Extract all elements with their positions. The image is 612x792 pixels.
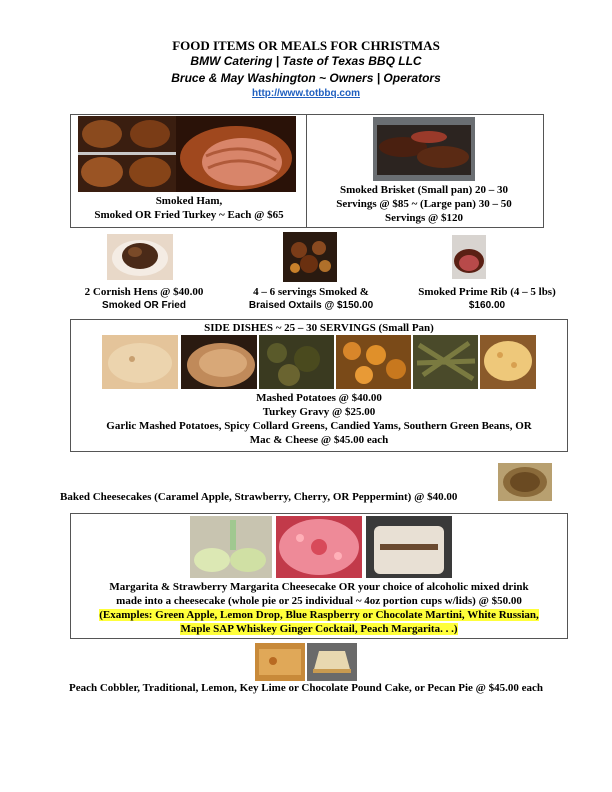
- website-link[interactable]: http://www.totbbq.com: [252, 88, 360, 99]
- turkey-line: Smoked OR Fried Turkey ~ Each @ $65: [94, 209, 284, 221]
- margarita-line-2: made into a cheesecake (whole pie or 25 individual ~ 4oz portion cups w/lids) @ $50.00: [116, 595, 522, 607]
- brisket-text: [306, 183, 542, 225]
- owners-line: Bruce & May Washington ~ Owners | Operators: [171, 71, 441, 85]
- cocktail-cheesecake-photo: [366, 516, 452, 578]
- cornish-hens-text: [66, 285, 222, 313]
- pound-cake-photo: [307, 643, 357, 681]
- brisket-line-3: Servings @ $120: [384, 212, 464, 224]
- oxtails-photo: [283, 232, 337, 282]
- examples-line-1: (Examples: Green Apple, Lemon Drop, Blue Raspberry or Chocolate Martini, White Russian,: [99, 609, 539, 621]
- primerib-line-1: Smoked Prime Rib (4 – 5 lbs): [418, 286, 556, 298]
- peach-cobbler-photo: [255, 643, 305, 681]
- margarita-text: [70, 580, 568, 636]
- brisket-line-2: Servings @ $85 ~ (Large pan) 30 – 50: [336, 198, 512, 210]
- candied-yams-photo: [336, 335, 411, 389]
- turkey-photo: [78, 116, 176, 192]
- ham-line: Smoked Ham,: [155, 195, 223, 207]
- prime-rib-text: [400, 285, 574, 313]
- cornish-hens-photo: [107, 234, 173, 280]
- oxtails-line-1: 4 – 6 servings Smoked &: [253, 286, 369, 298]
- mac-and-cheese-photo: [480, 335, 536, 389]
- page-title: FOOD ITEMS OR MEALS FOR CHRISTMAS: [172, 38, 440, 53]
- sides-line-4: Mac & Cheese @ $45.00 each: [249, 434, 389, 446]
- oxtails-text: [236, 285, 386, 313]
- sides-text: [70, 391, 568, 447]
- brisket-line-1: Smoked Brisket (Small pan) 20 – 30: [339, 184, 509, 196]
- green-beans-photo: [413, 335, 478, 389]
- margarita-cheesecake-photo: [190, 516, 272, 578]
- hens-line-2: Smoked OR Fried: [102, 300, 186, 311]
- sides-line-2: Turkey Gravy @ $25.00: [262, 406, 376, 418]
- hens-line-1: 2 Cornish Hens @ $40.00: [84, 286, 204, 298]
- gravy-photo: [181, 335, 257, 389]
- desserts-text: Peach Cobbler, Traditional, Lemon, Key Lime or Chocolate Pound Cake, or Pecan Pie @ $45.00 each: [68, 682, 544, 694]
- ham-turkey-text: [72, 194, 306, 222]
- sides-title: SIDE DISHES ~ 25 – 30 SERVINGS (Small Pan): [204, 322, 434, 334]
- strawberry-cheesecake-photo: [276, 516, 362, 578]
- cheesecakes-text: Baked Cheesecakes (Caramel Apple, Strawberry, Cherry, OR Peppermint) @ $40.00: [60, 491, 458, 503]
- prime-rib-photo: [452, 235, 486, 279]
- brisket-photo: [373, 117, 475, 181]
- margarita-line-1: Margarita & Strawberry Margarita Cheesecake OR your choice of alcoholic mixed drink: [109, 581, 529, 593]
- mashed-potatoes-photo: [102, 335, 178, 389]
- company-name: BMW Catering | Taste of Texas BBQ LLC: [190, 54, 422, 68]
- oxtails-line-2: Braised Oxtails @ $150.00: [248, 300, 374, 311]
- ham-photo: [176, 116, 296, 192]
- cheesecake-photo: [498, 463, 552, 501]
- examples-line-2: Maple SAP Whiskey Ginger Cocktail, Peach Margarita. . .): [180, 623, 458, 635]
- sides-line-1: Mashed Potatoes @ $40.00: [256, 392, 382, 404]
- sides-line-3: Garlic Mashed Potatoes, Spicy Collard Greens, Candied Yams, Southern Green Beans, OR: [106, 420, 532, 432]
- primerib-line-2: $160.00: [468, 300, 506, 311]
- collard-greens-photo: [259, 335, 334, 389]
